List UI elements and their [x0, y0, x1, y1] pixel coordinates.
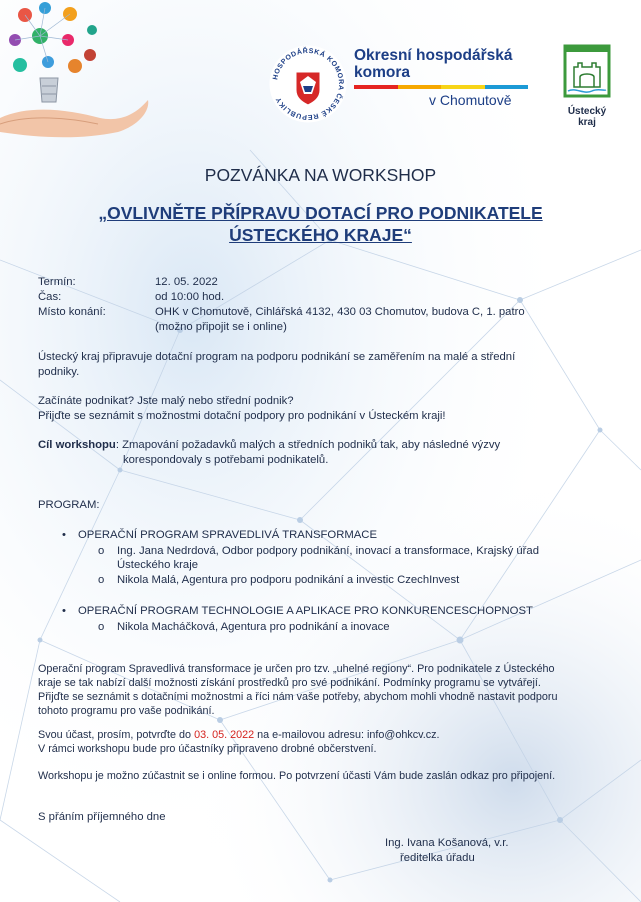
hand-lightbulb-illustration — [0, 0, 150, 150]
bullet-disc-icon: • — [62, 529, 66, 541]
rsvp-date: 03. 05. 2022 — [194, 729, 255, 741]
program-1-speaker-1-line1: Ing. Jana Nedrdová, Odbor podpory podnikání, inovací a transformace, Krajský úřad — [117, 545, 539, 557]
program-label: PROGRAM: — [38, 499, 100, 511]
goal-paragraph — [38, 438, 500, 452]
page-title: POZVÁNKA NA WORKSHOP — [204, 165, 437, 185]
greeting: S přáním příjemného dne — [38, 811, 166, 823]
region-name: Ústecký kraj — [567, 106, 607, 128]
program-1-name: OPERAČNÍ PROGRAM SPRAVEDLIVÁ TRANSFORMACE — [78, 529, 378, 541]
ohk-name-line2: komora — [354, 64, 410, 81]
question-line1: Začínáte podnikat? Jste malý nebo střední podnik? — [38, 395, 294, 407]
rsvp-line2: V rámci workshopu bude pro účastníky připraveno drobné občerstvení. — [38, 743, 377, 755]
info-line4: tohoto programu pro vaše podnikání. — [38, 705, 215, 717]
goal-label: Cíl workshopu — [38, 439, 116, 451]
time-label: Čas: — [38, 291, 62, 303]
bullet-disc-icon: • — [62, 605, 66, 617]
question-line2: Přijďte se seznámit s možnostmi dotační podpory pro podnikání v Ústeckém kraji! — [38, 410, 446, 422]
term-value: 12. 05. 2022 — [155, 276, 218, 288]
place-value-line1: OHK v Chomutově, Cihlářská 4132, 430 03 Chomutov, budova C, 1. patro — [155, 306, 525, 318]
bullet-circle-icon: o — [98, 621, 105, 633]
info-line3: Přijďte se seznámit s dotačními možnostmi a říci nám vaše potřeby, abychom mohli vhodně nastavit podporu — [38, 691, 558, 703]
hkcr-seal-logo — [266, 42, 350, 126]
term-label: Termín: — [38, 276, 76, 288]
bullet-circle-icon: o — [98, 545, 105, 557]
rsvp-line1 — [38, 728, 440, 742]
intro-line2: podniky. — [38, 366, 80, 378]
goal-line1: Zmapování požadavků malých a středních podniků tak, aby následné výzvy — [122, 439, 501, 451]
time-value: od 10:00 hod. — [155, 291, 225, 303]
seal-text: HOSPODÁŘSKÁ KOMORA ČESKÉ REPUBLIKY — [272, 47, 345, 121]
goal-line2: korespondovaly s potřebami podnikatelů. — [123, 454, 329, 466]
place-value-line2: (možno připojit se i online) — [155, 321, 287, 333]
ustecky-kraj-emblem-icon — [562, 43, 612, 99]
info-line2: kraje se tak nabízí další možnosti získání prostředků pro své podnikání. Podmínky programu se vytvářejí. — [38, 677, 541, 689]
rsvp-suffix: na e-mailovou adresu: info@ohkcv.cz. — [254, 729, 440, 741]
info-line1: Operační program Spravedlivá transformace je určen pro tzv. „uhelné regiony“. Pro podnikatele z Ústeckého — [38, 663, 555, 675]
signature-role: ředitelka úřadu — [400, 852, 475, 864]
goal-colon: : — [115, 439, 119, 451]
program-2-name: OPERAČNÍ PROGRAM TECHNOLOGIE A APLIKACE PRO KONKURENCESCHOPNOST — [78, 605, 533, 617]
ohk-name-line1: Okresní hospodářská — [354, 47, 513, 64]
bullet-circle-icon: o — [98, 574, 105, 586]
program-1-speaker-2-line1: Nikola Malá, Agentura pro podporu podnikání a investic CzechInvest — [117, 574, 460, 586]
program-1-speaker-1-line2: Ústeckého kraje — [117, 559, 198, 571]
program-2-speaker-1-line1: Nikola Macháčková, Agentura pro podnikání a inovace — [117, 621, 390, 633]
signature-name: Ing. Ivana Košanová, v.r. — [385, 837, 509, 849]
ohk-city: v Chomutově — [429, 92, 512, 108]
ustecky-kraj-logo — [562, 43, 612, 128]
ohk-color-bar — [354, 85, 528, 89]
online-note: Workshopu je možno zúčastnit se i online formou. Po potvrzení účasti Vám bude zaslán odkaz pro připojení. — [38, 770, 556, 782]
place-label: Místo konání: — [38, 306, 106, 318]
rsvp-prefix: Svou účast, prosím, potvrďte do — [38, 729, 195, 741]
intro-line1: Ústecký kraj připravuje dotační program na podporu podnikání se zaměřením na malé a střední — [38, 351, 516, 363]
workshop-title-line1: „OVLIVNĚTE PŘÍPRAVU DOTACÍ PRO PODNIKATELE — [98, 203, 543, 223]
workshop-title-line2: ÚSTECKÉHO KRAJE“ — [229, 225, 412, 245]
